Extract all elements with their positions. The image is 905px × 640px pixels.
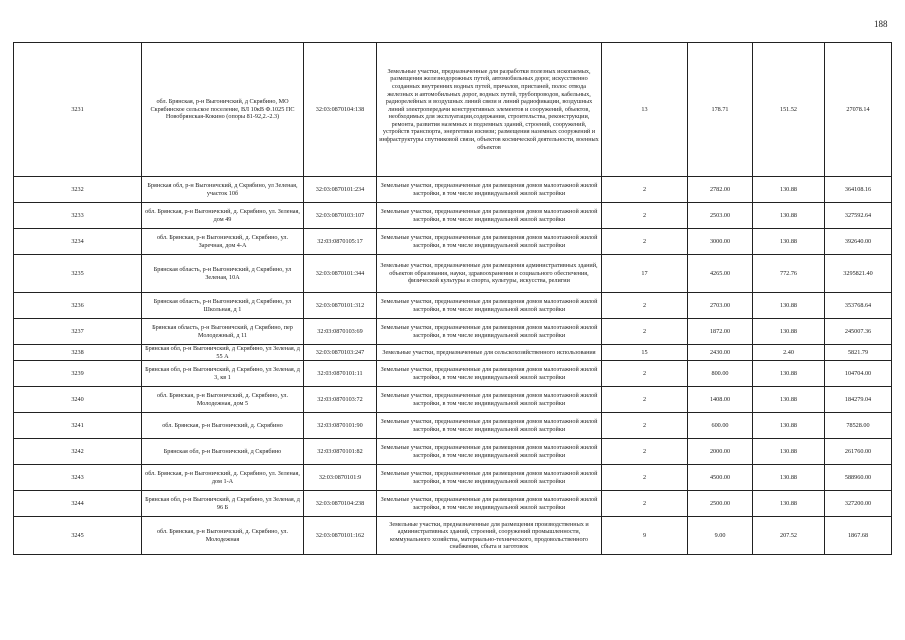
cell-row-number: 3241 <box>14 413 142 439</box>
cell-address: Брянская обл, р-н Выгоничский, д Скрябино, ул Зеленая, д 96 Б <box>142 491 304 517</box>
cell-row-number: 3243 <box>14 465 142 491</box>
cadastral-value-table <box>13 42 892 555</box>
cell-cadastral-value: 1867.68 <box>825 517 892 555</box>
cell-cadastral-value: 392640.00 <box>825 229 892 255</box>
cell-specific-value: 130.88 <box>753 465 825 491</box>
table-row <box>14 229 892 255</box>
cell-address: обл. Брянская, р-н Выгоничский, д. Скрябино, ул. Молодежная <box>142 517 304 555</box>
table-row <box>14 319 892 345</box>
cell-area: 2703.00 <box>688 293 753 319</box>
cell-use-group: 2 <box>602 439 688 465</box>
cell-area: 2500.00 <box>688 491 753 517</box>
cell-address: обл. Брянская, р-н Выгоничский, д. Скрябино <box>142 413 304 439</box>
cell-cadastral-value: 261760.00 <box>825 439 892 465</box>
cell-specific-value: 130.88 <box>753 319 825 345</box>
cell-address: Брянская обл, р-н Выгоничский, д Скрябино, ул Зеленая, д 3, кв 1 <box>142 361 304 387</box>
cell-cadastral-value: 184279.04 <box>825 387 892 413</box>
cell-row-number: 3244 <box>14 491 142 517</box>
cell-address: Брянская обл, р-н Выгоничский, д Скрябино, ул Зеленая, д 55 А <box>142 345 304 361</box>
cell-permitted-use: Земельные участки, предназначенные для размещения домов малоэтажной жилой застройки, в том числе индивидуальной жилой застройки <box>377 229 602 255</box>
cell-permitted-use: Земельные участки, предназначенные для размещения домов малоэтажной жилой застройки, в том числе индивидуальной жилой застройки <box>377 319 602 345</box>
cell-cadastral-number: 32:03:0870103:107 <box>304 203 377 229</box>
cell-cadastral-number: 32:03:0870105:17 <box>304 229 377 255</box>
cell-use-group: 2 <box>602 177 688 203</box>
cell-cadastral-value: 327200.00 <box>825 491 892 517</box>
cell-area: 2503.00 <box>688 203 753 229</box>
cell-row-number: 3239 <box>14 361 142 387</box>
cell-specific-value: 130.88 <box>753 439 825 465</box>
cell-permitted-use: Земельные участки, предназначенные для размещения домов малоэтажной жилой застройки, в том числе индивидуальной жилой застройки <box>377 413 602 439</box>
cell-cadastral-number: 32:03:0870101:9 <box>304 465 377 491</box>
cell-address: Брянская обл, р-н Выгоничский, д Скрябино, ул Зеленая, участок 10б <box>142 177 304 203</box>
cell-row-number: 3231 <box>14 43 142 177</box>
cell-address: Брянская область, р-н Выгоничский, д Скрябино, ул Зеленая, 10А <box>142 255 304 293</box>
table-row <box>14 293 892 319</box>
cell-area: 178.71 <box>688 43 753 177</box>
table-row <box>14 465 892 491</box>
cell-permitted-use: Земельные участки, предназначенные для размещения домов малоэтажной жилой застройки, в том числе индивидуальной жилой застройки <box>377 439 602 465</box>
table-row <box>14 413 892 439</box>
cell-use-group: 2 <box>602 203 688 229</box>
cell-use-group: 13 <box>602 43 688 177</box>
cell-area: 4265.00 <box>688 255 753 293</box>
cell-cadastral-value: 3295821.40 <box>825 255 892 293</box>
cell-cadastral-number: 32:03:0870101:234 <box>304 177 377 203</box>
cell-address: обл. Брянская, р-н Выгоничский, д. Скрябино, ул. Зеленая, дом 1-А <box>142 465 304 491</box>
table-row <box>14 255 892 293</box>
cell-cadastral-value: 588960.00 <box>825 465 892 491</box>
cell-cadastral-number: 32:03:0870101:90 <box>304 413 377 439</box>
cell-area: 600.00 <box>688 413 753 439</box>
cell-address: Брянская область, р-н Выгоничский, д Скрябино, ул Школьная, д 1 <box>142 293 304 319</box>
cell-use-group: 2 <box>602 319 688 345</box>
cell-row-number: 3233 <box>14 203 142 229</box>
cell-use-group: 2 <box>602 491 688 517</box>
cell-cadastral-number: 32:03:0870104:138 <box>304 43 377 177</box>
cell-permitted-use: Земельные участки, предназначенные для размещения домов малоэтажной жилой застройки, в том числе индивидуальной жилой застройки <box>377 387 602 413</box>
cell-permitted-use: Земельные участки, предназначенные для размещения домов малоэтажной жилой застройки, в том числе индивидуальной жилой застройки <box>377 293 602 319</box>
cell-area: 2430.00 <box>688 345 753 361</box>
cell-cadastral-value: 245007.36 <box>825 319 892 345</box>
table-row <box>14 177 892 203</box>
cell-row-number: 3236 <box>14 293 142 319</box>
cell-row-number: 3245 <box>14 517 142 555</box>
cell-address: обл. Брянская, р-н Выгоничский, д. Скрябино, ул. Заречная, дом 4-А <box>142 229 304 255</box>
cell-specific-value: 130.88 <box>753 387 825 413</box>
cell-cadastral-number: 32:03:0870103:72 <box>304 387 377 413</box>
cell-cadastral-number: 32:03:0870104:238 <box>304 491 377 517</box>
cell-area: 2000.00 <box>688 439 753 465</box>
cell-row-number: 3240 <box>14 387 142 413</box>
cell-address: Брянская обл, р-н Выгоничский, д Скрябино <box>142 439 304 465</box>
cell-row-number: 3242 <box>14 439 142 465</box>
table-row <box>14 387 892 413</box>
cell-permitted-use: Земельные участки, предназначенные для размещения административных зданий, объектов образования, науки, здравоохранения и социального обеспечения, физической культуры и спорта, культуры, искусства, религии <box>377 255 602 293</box>
cell-cadastral-number: 32:03:0870103:247 <box>304 345 377 361</box>
cell-cadastral-value: 78528.00 <box>825 413 892 439</box>
cell-cadastral-value: 364108.16 <box>825 177 892 203</box>
cell-row-number: 3232 <box>14 177 142 203</box>
cell-row-number: 3238 <box>14 345 142 361</box>
cell-specific-value: 130.88 <box>753 491 825 517</box>
cell-specific-value: 2.40 <box>753 345 825 361</box>
cell-use-group: 2 <box>602 465 688 491</box>
cell-permitted-use: Земельные участки, предназначенные для сельскохозяйственного использования <box>377 345 602 361</box>
table-row <box>14 491 892 517</box>
table-row <box>14 203 892 229</box>
cell-cadastral-number: 32:03:0870101:312 <box>304 293 377 319</box>
cell-cadastral-value: 104704.00 <box>825 361 892 387</box>
table-row <box>14 43 892 177</box>
cell-cadastral-value: 5821.79 <box>825 345 892 361</box>
cell-use-group: 2 <box>602 229 688 255</box>
cell-use-group: 2 <box>602 361 688 387</box>
cell-area: 1408.00 <box>688 387 753 413</box>
cell-specific-value: 130.88 <box>753 413 825 439</box>
cell-specific-value: 130.88 <box>753 361 825 387</box>
cell-use-group: 2 <box>602 387 688 413</box>
cell-address: обл. Брянская, р-н Выгоничский, д Скрябино, МО Скрябинское сельское поселение, ВЛ 10кВ Ф.1025 ПС Новобрянская-Кокино (опоры 81-92,2.-2.3) <box>142 43 304 177</box>
cell-permitted-use: Земельные участки, предназначенные для размещения домов малоэтажной жилой застройки, в том числе индивидуальной жилой застройки <box>377 177 602 203</box>
table-row <box>14 345 892 361</box>
cell-permitted-use: Земельные участки, предназначенные для размещения производственных и административных зданий, строений, сооружений промышленности, коммунального хозяйства, материально-технического, продовольственного снабжения, сбыта и заготовок <box>377 517 602 555</box>
cell-area: 3000.00 <box>688 229 753 255</box>
cell-permitted-use: Земельные участки, предназначенные для размещения домов малоэтажной жилой застройки, в том числе индивидуальной жилой застройки <box>377 491 602 517</box>
cell-permitted-use: Земельные участки, предназначенные для размещения домов малоэтажной жилой застройки, в том числе индивидуальной жилой застройки <box>377 203 602 229</box>
cell-address: обл. Брянская, р-н Выгоничский, д. Скрябино, ул. Зеленая, дом 49 <box>142 203 304 229</box>
table-row <box>14 361 892 387</box>
cell-specific-value: 130.88 <box>753 293 825 319</box>
cell-use-group: 9 <box>602 517 688 555</box>
cell-specific-value: 130.88 <box>753 229 825 255</box>
cell-permitted-use: Земельные участки, предназначенные для разработки полезных ископаемых, размещения железнодорожных путей, автомобильных дорог, искусственно созданных внутренних водных путей, причалов, пристаней, полос отвода железных и автомобильных дорог, водных путей, трубопроводов, кабельных, радиорелейных и воздушных линий связи и линий радиофикации, воздушных линий электропередачи конструктивных элементов и сооружений, объектов, необходимых для эксплуатации,содержания, строительства, реконструкции, ремонта, развития наземных и подземных зданий, строений, сооружений, устройств транспорта, энергетики изсвязи; размещения наземных сооружений и инфраструктуры спутниковой связи, объектов космической деятельности, военных объектов <box>377 43 602 177</box>
cell-cadastral-number: 32:03:0870101:11 <box>304 361 377 387</box>
cell-use-group: 2 <box>602 413 688 439</box>
table-row <box>14 517 892 555</box>
cell-permitted-use: Земельные участки, предназначенные для размещения домов малоэтажной жилой застройки, в том числе индивидуальной жилой застройки <box>377 465 602 491</box>
cell-specific-value: 151.52 <box>753 43 825 177</box>
cell-specific-value: 772.76 <box>753 255 825 293</box>
table-row <box>14 439 892 465</box>
cell-address: Брянская область, р-н Выгоничский, д Скрябино, пер Молодежный, д 11 <box>142 319 304 345</box>
cell-address: обл. Брянская, р-н Выгоничский, д. Скрябино, ул. Молодежная, дом 5 <box>142 387 304 413</box>
cell-cadastral-number: 32:03:0870101:344 <box>304 255 377 293</box>
cell-cadastral-value: 27078.14 <box>825 43 892 177</box>
cell-area: 4500.00 <box>688 465 753 491</box>
cell-area: 2782.00 <box>688 177 753 203</box>
cell-specific-value: 130.88 <box>753 177 825 203</box>
cell-use-group: 2 <box>602 293 688 319</box>
cell-cadastral-number: 32:03:0870103:69 <box>304 319 377 345</box>
cell-row-number: 3235 <box>14 255 142 293</box>
cell-specific-value: 207.52 <box>753 517 825 555</box>
cell-specific-value: 130.88 <box>753 203 825 229</box>
cell-cadastral-value: 353768.64 <box>825 293 892 319</box>
cell-use-group: 15 <box>602 345 688 361</box>
cell-area: 9.00 <box>688 517 753 555</box>
cell-row-number: 3234 <box>14 229 142 255</box>
cell-cadastral-number: 32:03:0870101:82 <box>304 439 377 465</box>
table-body <box>14 43 892 555</box>
cell-area: 1872.00 <box>688 319 753 345</box>
page-number: 188 <box>874 19 888 29</box>
cell-cadastral-value: 327592.64 <box>825 203 892 229</box>
cell-permitted-use: Земельные участки, предназначенные для размещения домов малоэтажной жилой застройки, в том числе индивидуальной жилой застройки <box>377 361 602 387</box>
cell-use-group: 17 <box>602 255 688 293</box>
cell-row-number: 3237 <box>14 319 142 345</box>
cell-area: 800.00 <box>688 361 753 387</box>
cell-cadastral-number: 32:03:0870101:162 <box>304 517 377 555</box>
